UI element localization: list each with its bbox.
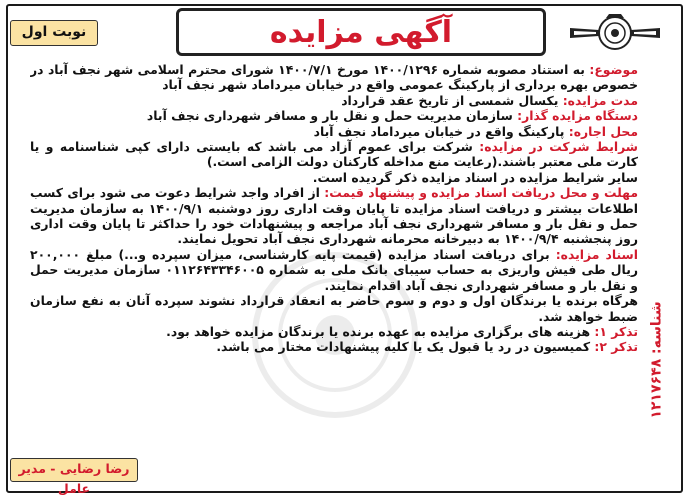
section-label: شرایط شرکت در مزایده: bbox=[479, 139, 638, 155]
section-deadline bbox=[30, 185, 638, 247]
section-text: شرکت برای عموم آزاد می باشد که بایستی دارای کپی شناسنامه و یا کارت ملی معتبر باشند.(رعایت منع مداخله کارکنان دولت الزامی است.) bbox=[30, 139, 638, 170]
section-other-conditions bbox=[30, 170, 638, 185]
section-subject bbox=[30, 62, 638, 93]
announcement-body bbox=[30, 62, 638, 438]
section-text: هرگاه برنده یا برندگان اول و دوم و سوم حاضر به انعقاد قرارداد نشوند سپرده آنان به نفع سازمان ضبط خواهد شد. bbox=[30, 293, 638, 324]
organization-logo-icon bbox=[566, 12, 664, 54]
section-label: دستگاه مزایده گذار: bbox=[517, 108, 638, 124]
section-label: مهلت و محل دریافت اسناد مزایده و پیشنهاد قیمت: bbox=[324, 185, 638, 201]
section-organizer bbox=[30, 108, 638, 123]
section-conditions bbox=[30, 139, 638, 170]
section-text: کمیسیون در رد یا قبول یک یا کلیه پیشنهادات مختار می باشد. bbox=[216, 339, 595, 355]
title-box bbox=[176, 8, 546, 56]
section-note-2 bbox=[30, 339, 638, 354]
section-duration bbox=[30, 93, 638, 108]
section-text: برای دریافت اسناد مزایده (قیمت پایه کارشناسی، میزان سپرده و...) مبلغ ۲۰۰,۰۰۰ ریال طی فیش واریزی به حساب سیبای بانک ملی به شماره ۰۱۱۲۶۴۳۳۴۶۰۰۵ سازمان مدیریت حمل و نقل بار و مسافر شهرداری نجف آباد اقدام نمایند. bbox=[30, 246, 638, 293]
ad-id-text: شناسه: ۱۲۱۷۶۴۸ bbox=[649, 301, 665, 419]
section-text: سایر شرایط مزایده در اسناد مزایده ذکر گردیده است. bbox=[312, 169, 638, 185]
section-text: هزینه های برگزاری مزایده به عهده برنده یا برندگان مزایده خواهد بود. bbox=[166, 323, 595, 339]
ad-id-vertical bbox=[647, 250, 667, 470]
page-title: آگهی مزایده bbox=[269, 14, 453, 50]
section-forfeit bbox=[30, 293, 638, 324]
section-text: به استناد مصوبه شماره ۱۴۰۰/۱۲۹۶ مورخ ۱۴۰۰/۷/۱ شورای محترم اسلامی شهر نجف آباد در خصوص بهره برداری از پارکینگ عمومی واقع در خیابان میرداماد شهر نجف آباد bbox=[30, 62, 638, 93]
section-text: پارکینگ واقع در خیابان میرداماد نجف آباد bbox=[313, 123, 569, 139]
section-label: تذکر ۲: bbox=[594, 339, 638, 355]
section-label: محل اجاره: bbox=[568, 123, 638, 139]
section-label: اسناد مزایده: bbox=[555, 246, 638, 262]
section-note-1 bbox=[30, 324, 638, 339]
section-label: موضوع: bbox=[589, 62, 638, 77]
section-location bbox=[30, 124, 638, 139]
section-text: از افراد واجد شرایط دعوت می شود برای کسب اطلاعات بیشتر و دریافت اسناد مزایده تا پایان وقت اداری روز دوشنبه ۱۴۰۰/۹/۱ به سازمان مدیریت حمل و نقل بار و مسافر شهرداری نجف آباد مراجعه و پیشنهادات خود را حداکثر تا پایان وقت اداری روز پنجشنبه ۱۴۰۰/۹/۴ به دبیرخانه محرمانه شهرداری نجف آباد تحویل نمایند. bbox=[30, 185, 638, 247]
signature-badge: رضا رضایی - مدیر عامل bbox=[10, 458, 138, 482]
section-documents bbox=[30, 247, 638, 293]
section-text: سازمان مدیریت حمل و نقل بار و مسافر شهرداری نجف آباد bbox=[146, 108, 518, 124]
section-label: مدت مزایده: bbox=[562, 92, 638, 108]
section-label: تذکر ۱: bbox=[594, 323, 638, 339]
section-text: یکسال شمسی از تاریخ عقد قرارداد bbox=[341, 92, 563, 108]
round-badge: نوبت اول bbox=[10, 20, 98, 46]
